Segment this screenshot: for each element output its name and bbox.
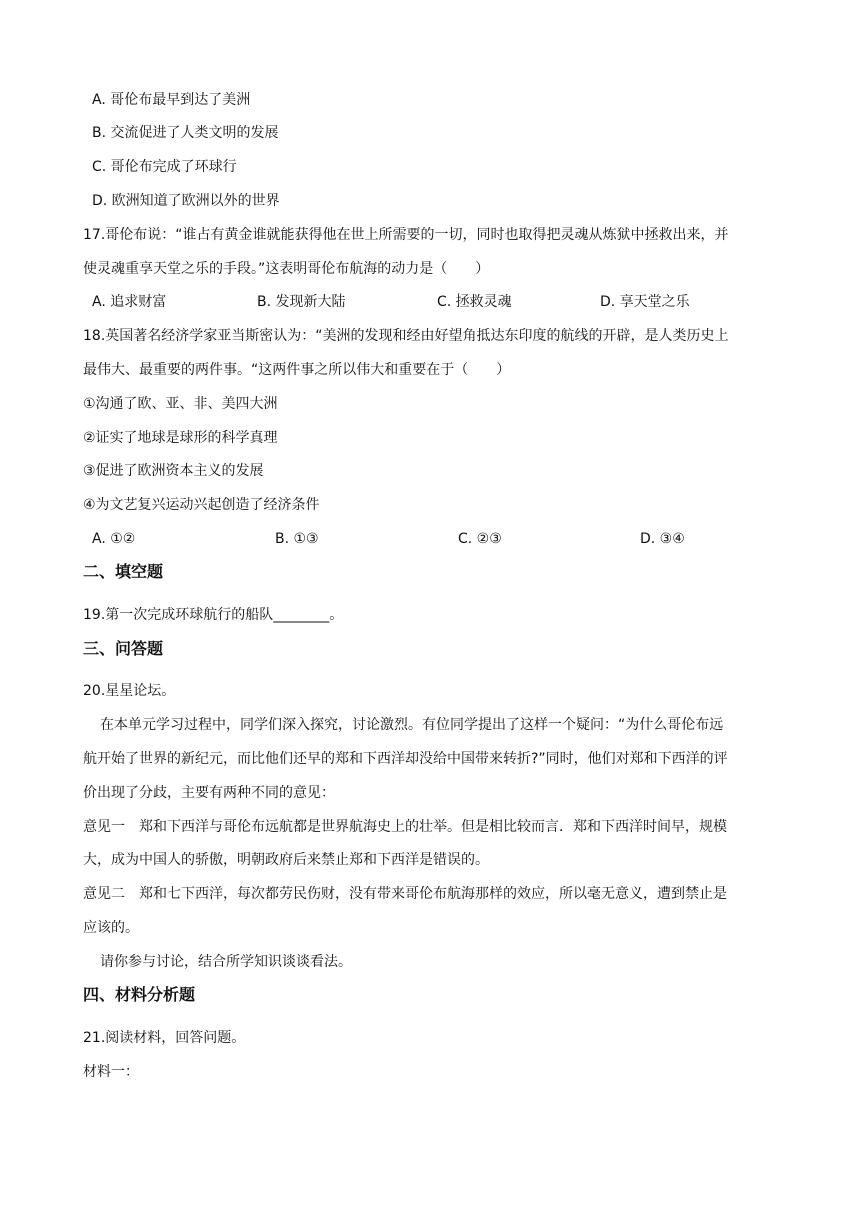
q20-paragraph-line1: 在本单元学习过程中，同学们深入探究，讨论激烈。有位同学提出了这样一个疑问：“为什么哥伦布远 — [100, 717, 724, 733]
q16-option-d: D. 欧洲知道了欧洲以外的世界 — [92, 193, 280, 209]
section-heading-qa: 三、问答题 — [83, 639, 164, 658]
q17-stem-line2: 使灵魂重享天堂之乐的手段。”这表明哥伦布航海的动力是（ ） — [83, 261, 490, 277]
q17-option-c: C. 拯救灵魂 — [437, 294, 512, 310]
q18-option-a: A. ①② — [92, 531, 136, 547]
q20-prompt: 请你参与讨论，结合所学知识谈谈看法。 — [100, 954, 352, 970]
q21-title: 21.阅读材料，回答问题。 — [83, 1030, 246, 1046]
section-heading-fill-blank: 二、填空题 — [83, 562, 164, 581]
q18-item-4: ④为文艺复兴运动兴起创造了经济条件 — [83, 497, 320, 513]
q18-option-d: D. ③④ — [640, 531, 685, 547]
q18-stem-line2: 最伟大、最重要的两件事。“这两件事之所以伟大和重要在于（ ） — [83, 362, 511, 378]
q17-option-a: A. 追求财富 — [92, 294, 167, 310]
q16-option-a: A. 哥伦布最早到达了美洲 — [92, 92, 251, 108]
q20-paragraph-line3: 价出现了分歧，主要有两种不同的意见： — [83, 785, 335, 801]
q18-item-3: ③促进了欧洲资本主义的发展 — [83, 463, 264, 479]
q20-opinion1-line1: 意见一 郑和下西洋与哥伦布远航都是世界航海史上的壮举。但是相比较而言．郑和下西洋时间早，规模 — [83, 819, 727, 835]
q18-item-2: ②证实了地球是球形的科学真理 — [83, 430, 278, 446]
q18-option-c: C. ②③ — [458, 531, 502, 547]
q16-option-b: B. 交流促进了人类文明的发展 — [92, 125, 279, 141]
q17-option-b: B. 发现新大陆 — [257, 294, 346, 310]
q20-opinion1-line2: 大，成为中国人的骄傲，明朝政府后来禁止郑和下西洋是错误的。 — [83, 852, 489, 868]
q17-option-d: D. 享天堂之乐 — [600, 294, 690, 310]
q18-item-1: ①沟通了欧、亚、非、美四大洲 — [83, 396, 278, 412]
q19-stem: 19.第一次完成环球航行的船队________。 — [83, 607, 344, 623]
q20-opinion2-line1: 意见二 郑和七下西洋，每次都劳民伤财，没有带来哥伦布航海那样的效应，所以毫无意义，遭到禁止是 — [83, 886, 727, 902]
section-heading-material-analysis: 四、材料分析题 — [83, 985, 196, 1004]
q17-stem-line1: 17.哥伦布说：“谁占有黄金谁就能获得他在世上所需要的一切，同时也取得把灵魂从炼狱中拯救出来，并 — [83, 227, 729, 243]
q20-paragraph-line2: 航开始了世界的新纪元，而比他们还早的郑和下西洋却没给中国带来转折?”同时，他们对郑和下西洋的评 — [83, 751, 728, 767]
q20-title: 20.星星论坛。 — [83, 683, 176, 699]
q21-material1-label: 材料一： — [83, 1064, 139, 1080]
q16-option-c: C. 哥伦布完成了环球行 — [92, 159, 237, 175]
q20-opinion2-line2: 应该的。 — [83, 920, 139, 936]
q18-stem-line1: 18.英国著名经济学家亚当斯密认为：“美洲的发现和经由好望角抵达东印度的航线的开辟，是人类历史上 — [83, 328, 729, 344]
q18-option-b: B. ①③ — [275, 531, 319, 547]
